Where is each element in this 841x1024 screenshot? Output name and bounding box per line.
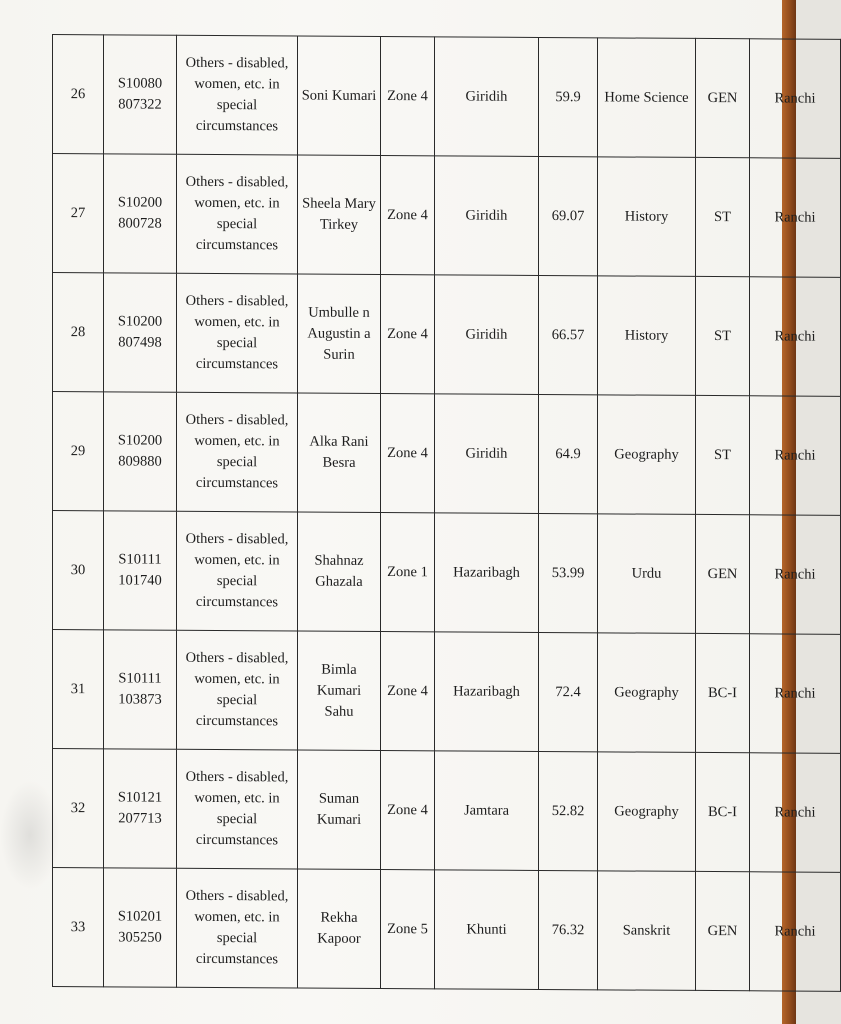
district-cell: Hazaribagh [435,513,539,633]
table-row [53,630,841,754]
district-cell: Giridih [435,37,539,157]
subject-cell: Geography [598,395,696,515]
table-row [53,749,841,873]
caste-category-cell: ST [696,276,750,395]
records-table [52,34,841,992]
roll-number-cell: S10200 809880 [104,392,177,511]
zone-cell: Zone 4 [381,751,435,870]
category-cell: Others - disabled, women, etc. in special circumstances [177,868,298,988]
table-row [53,273,841,397]
caste-category-cell: ST [696,157,750,276]
candidate-name-cell: Umbulle n Augustin a Surin [298,274,381,394]
score-cell: 69.07 [539,156,598,275]
subject-cell: Geography [598,752,696,872]
subject-cell: History [598,157,696,277]
candidate-name-cell: Soni Kumari [298,36,381,156]
category-cell: Others - disabled, women, etc. in special circumstances [177,749,298,869]
zone-cell: Zone 4 [381,37,435,156]
caste-category-cell: BC-I [696,752,750,871]
category-cell: Others - disabled, women, etc. in special circumstances [177,630,298,750]
division-cell: Ranchi [750,158,841,278]
caste-category-cell: ST [696,395,750,514]
division-cell: Ranchi [750,634,841,754]
table-row [53,511,841,635]
candidate-name-cell: Bimla Kumari Sahu [298,631,381,751]
caste-category-cell: GEN [696,871,750,990]
roll-number-cell: S10201 305250 [104,868,177,987]
zone-cell: Zone 5 [381,870,435,989]
division-cell: Ranchi [750,396,841,516]
scan-smudge [0,780,60,890]
roll-number-cell: S10200 807498 [104,273,177,392]
candidate-name-cell: Shahnaz Ghazala [298,512,381,632]
caste-category-cell: GEN [696,514,750,633]
score-cell: 76.32 [539,870,598,989]
score-cell: 53.99 [539,513,598,632]
zone-cell: Zone 1 [381,513,435,632]
serial-number-cell: 31 [53,630,104,749]
subject-cell: History [598,276,696,396]
score-cell: 66.57 [539,275,598,394]
division-cell: Ranchi [750,277,841,397]
table-row [53,392,841,516]
caste-category-cell: BC-I [696,633,750,752]
roll-number-cell: S10121 207713 [104,749,177,868]
roll-number-cell: S10111 103873 [104,630,177,749]
division-cell: Ranchi [750,753,841,873]
division-cell: Ranchi [750,515,841,635]
table-row [53,154,841,278]
subject-cell: Urdu [598,514,696,634]
serial-number-cell: 30 [53,511,104,630]
candidate-name-cell: Suman Kumari [298,750,381,870]
district-cell: Jamtara [435,751,539,871]
roll-number-cell: S10111 101740 [104,511,177,630]
district-cell: Giridih [435,156,539,276]
category-cell: Others - disabled, women, etc. in special circumstances [177,511,298,631]
district-cell: Giridih [435,275,539,395]
category-cell: Others - disabled, women, etc. in special circumstances [177,35,298,155]
serial-number-cell: 32 [53,749,104,868]
subject-cell: Geography [598,633,696,753]
score-cell: 64.9 [539,394,598,513]
table-row [53,35,841,159]
district-cell: Khunti [435,870,539,990]
division-cell: Ranchi [750,39,841,159]
table-row [53,868,841,992]
zone-cell: Zone 4 [381,632,435,751]
category-cell: Others - disabled, women, etc. in special circumstances [177,392,298,512]
serial-number-cell: 27 [53,154,104,273]
candidate-name-cell: Rekha Kapoor [298,869,381,989]
score-cell: 52.82 [539,751,598,870]
serial-number-cell: 33 [53,868,104,987]
serial-number-cell: 29 [53,392,104,511]
serial-number-cell: 28 [53,273,104,392]
candidate-name-cell: Alka Rani Besra [298,393,381,513]
category-cell: Others - disabled, women, etc. in special circumstances [177,154,298,274]
score-cell: 59.9 [539,37,598,156]
district-cell: Hazaribagh [435,632,539,752]
caste-category-cell: GEN [696,38,750,157]
roll-number-cell: S10080 807322 [104,35,177,154]
category-cell: Others - disabled, women, etc. in special circumstances [177,273,298,393]
roll-number-cell: S10200 800728 [104,154,177,273]
score-cell: 72.4 [539,632,598,751]
division-cell: Ranchi [750,872,841,992]
serial-number-cell: 26 [53,35,104,154]
district-cell: Giridih [435,394,539,514]
candidate-name-cell: Sheela Mary Tirkey [298,155,381,275]
zone-cell: Zone 4 [381,275,435,394]
subject-cell: Home Science [598,38,696,158]
zone-cell: Zone 4 [381,394,435,513]
zone-cell: Zone 4 [381,156,435,275]
subject-cell: Sanskrit [598,871,696,991]
